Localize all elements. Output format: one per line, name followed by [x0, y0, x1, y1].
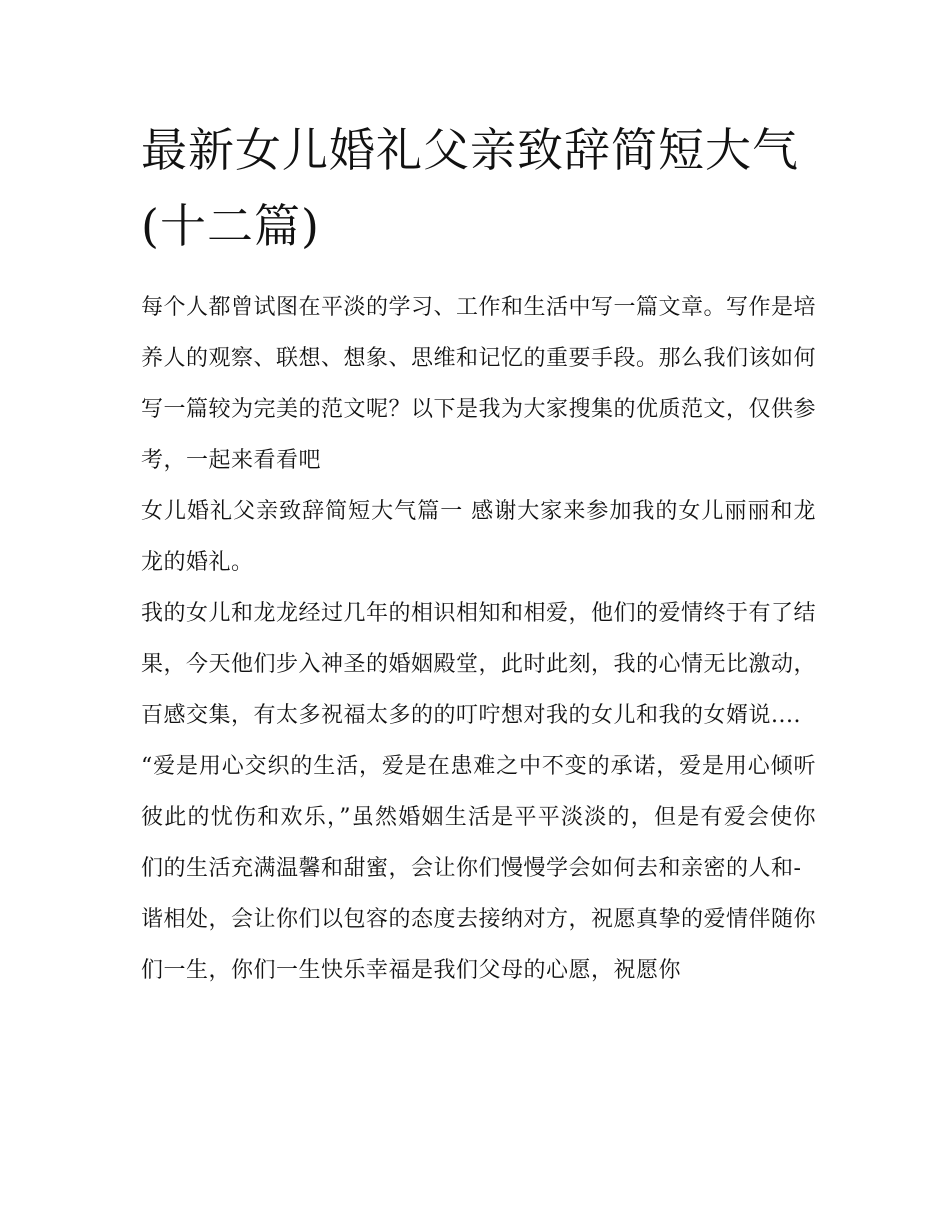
paragraph-section-heading: 女儿婚礼父亲致辞简短大气篇一 感谢大家来参加我的女儿丽丽和龙龙的婚礼。: [141, 499, 816, 575]
paragraph-body-2: “爱是用心交织的生活，爱是在患难之中不变的承诺，爱是用心倾听彼此的忧伤和欢乐，”虽然婚姻生活是平平淡淡的，但是有爱会使你们的生活充满温馨和甜蜜，会让你们慢慢学会如何去和亲密的人和-: [141, 754, 816, 881]
paragraph-body-3: 谐相处，会让你们以包容的态度去接纳对方，祝愿真挚的爱情伴随你们一生，你们一生快乐幸福是我们父母的心愿，祝愿你: [141, 907, 817, 983]
paragraph-intro: 每个人都曾试图在平淡的学习、工作和生活中写一篇文章。写作是培养人的观察、联想、想象、思维和记忆的重要手段。那么我们该如何写一篇较为完美的范文呢？以下是我为大家搜集的优质范文，仅供参考，一起来看看吧: [141, 295, 817, 473]
paragraph-body-1: 我的女儿和龙龙经过几年的相识相知和相爱，他们的爱情终于有了结果，今天他们步入神圣的婚姻殿堂，此时此刻，我的心情无比激动，百感交集，有太多祝福太多的的叮咛想对我的女儿和我的女婿说....: [141, 601, 817, 728]
document-title: 最新女儿婚礼父亲致辞简短大气(十二篇): [141, 123, 799, 253]
document-content: [141, 112, 816, 996]
